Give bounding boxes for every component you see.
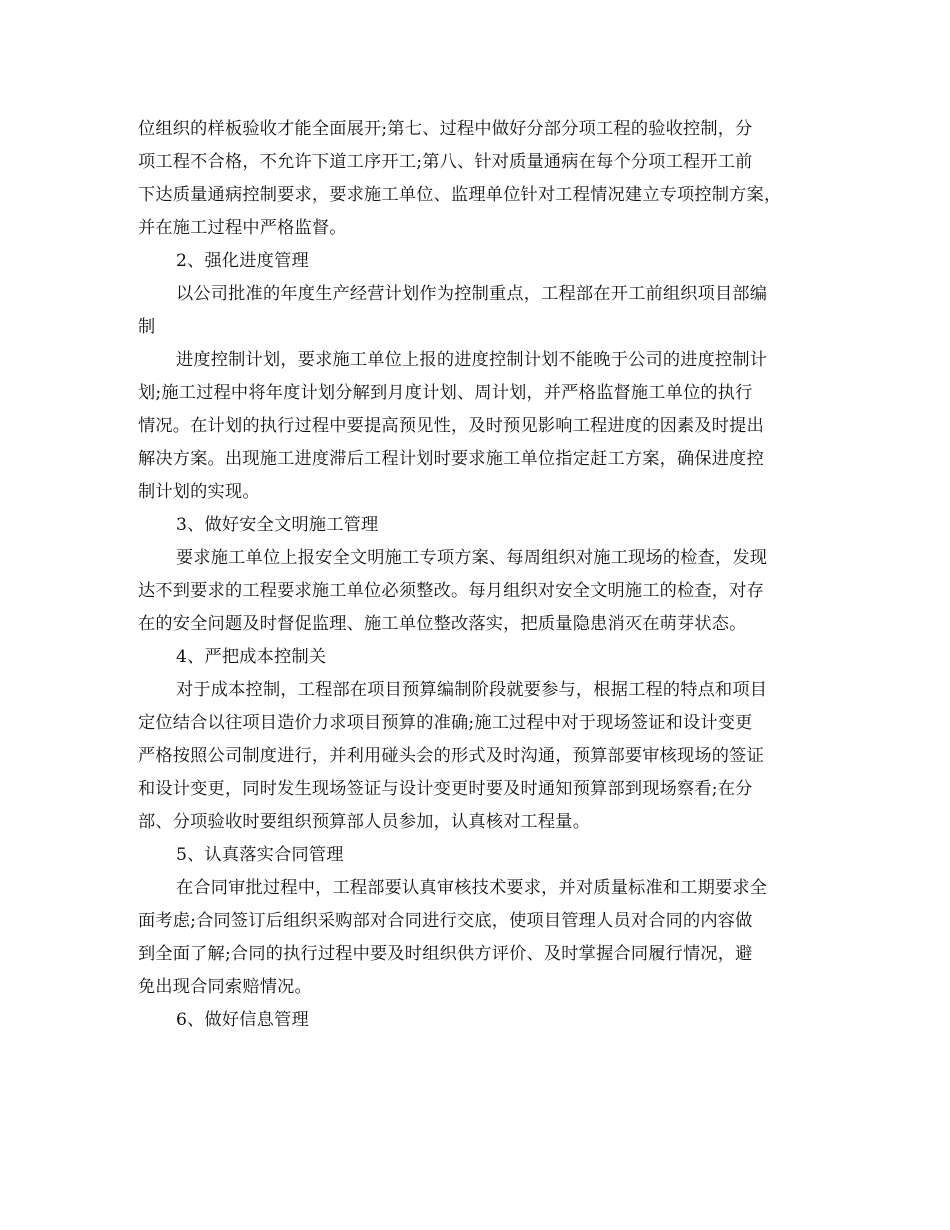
- text-line: 并在施工过程中严格监督。: [138, 218, 347, 238]
- text-line: 以公司批准的年度生产经营计划作为控制重点，工程部在开工前组织项目部编: [176, 284, 768, 304]
- text-line: 3、做好安全文明施工管理: [176, 515, 379, 535]
- text-line: 面考虑;合同签订后组织采购部对合同进行交底，使项目管理人员对合同的内容做: [138, 911, 753, 931]
- text-line: 定位结合以往项目造价力求项目预算的准确;施工过程中对于现场签证和设计变更: [138, 713, 753, 733]
- text-line: 4、严把成本控制关: [176, 647, 327, 667]
- text-line: 情况。在计划的执行过程中要提高预见性，及时预见影响工程进度的因素及时提出: [138, 416, 764, 436]
- text-line: 进度控制计划，要求施工单位上报的进度控制计划不能晚于公司的进度控制计: [176, 350, 768, 370]
- text-line: 达不到要求的工程要求施工单位必须整改。每月组织对安全文明施工的检查，对存: [138, 581, 764, 601]
- text-line: 5、认真落实合同管理: [176, 845, 344, 865]
- text-line: 严格按照公司制度进行，并利用碰头会的形式及时沟通，预算部要审核现场的签证: [138, 746, 764, 766]
- text-line: 到全面了解;合同的执行过程中要及时组织供方评价、及时掌握合同履行情况，避: [138, 944, 753, 964]
- text-line: 项工程不合格，不允许下道工序开工;第八、针对质量通病在每个分项工程开工前: [138, 152, 753, 172]
- text-line: 6、做好信息管理: [176, 1010, 309, 1030]
- text-line: 免出现合同索赔情况。: [138, 977, 312, 997]
- text-line: 2、强化进度管理: [176, 251, 309, 271]
- text-line: 解决方案。出现施工进度滞后工程计划时要求施工单位指定赶工方案，确保进度控: [138, 449, 764, 469]
- text-line: 和设计变更，同时发生现场签证与设计变更时要及时通知预算部到现场察看;在分: [138, 779, 753, 799]
- text-line: 制计划的实现。: [138, 482, 260, 502]
- text-line: 在的安全问题及时督促监理、施工单位整改落实，把质量隐患消灭在萌芽状态。: [138, 614, 747, 634]
- document-body: [138, 113, 828, 1037]
- text-line: 对于成本控制，工程部在项目预算编制阶段就要参与，根据工程的特点和项目: [176, 680, 768, 700]
- text-line: 部、分项验收时要组织预算部人员参加，认真核对工程量。: [138, 812, 591, 832]
- text-line: 制: [138, 317, 156, 337]
- text-line: 位组织的样板验收才能全面展开;第七、过程中做好分部分项工程的验收控制，分: [138, 119, 753, 139]
- text-line: 下达质量通病控制要求，要求施工单位、监理单位针对工程情况建立专项控制方案，: [138, 185, 782, 205]
- text-line: 要求施工单位上报安全文明施工专项方案、每周组织对施工现场的检查，发现: [176, 548, 768, 568]
- text-line: 划;施工过程中将年度计划分解到月度计划、周计划，并严格监督施工单位的执行: [138, 383, 753, 403]
- text-line: 在合同审批过程中，工程部要认真审核技术要求，并对质量标准和工期要求全: [176, 878, 768, 898]
